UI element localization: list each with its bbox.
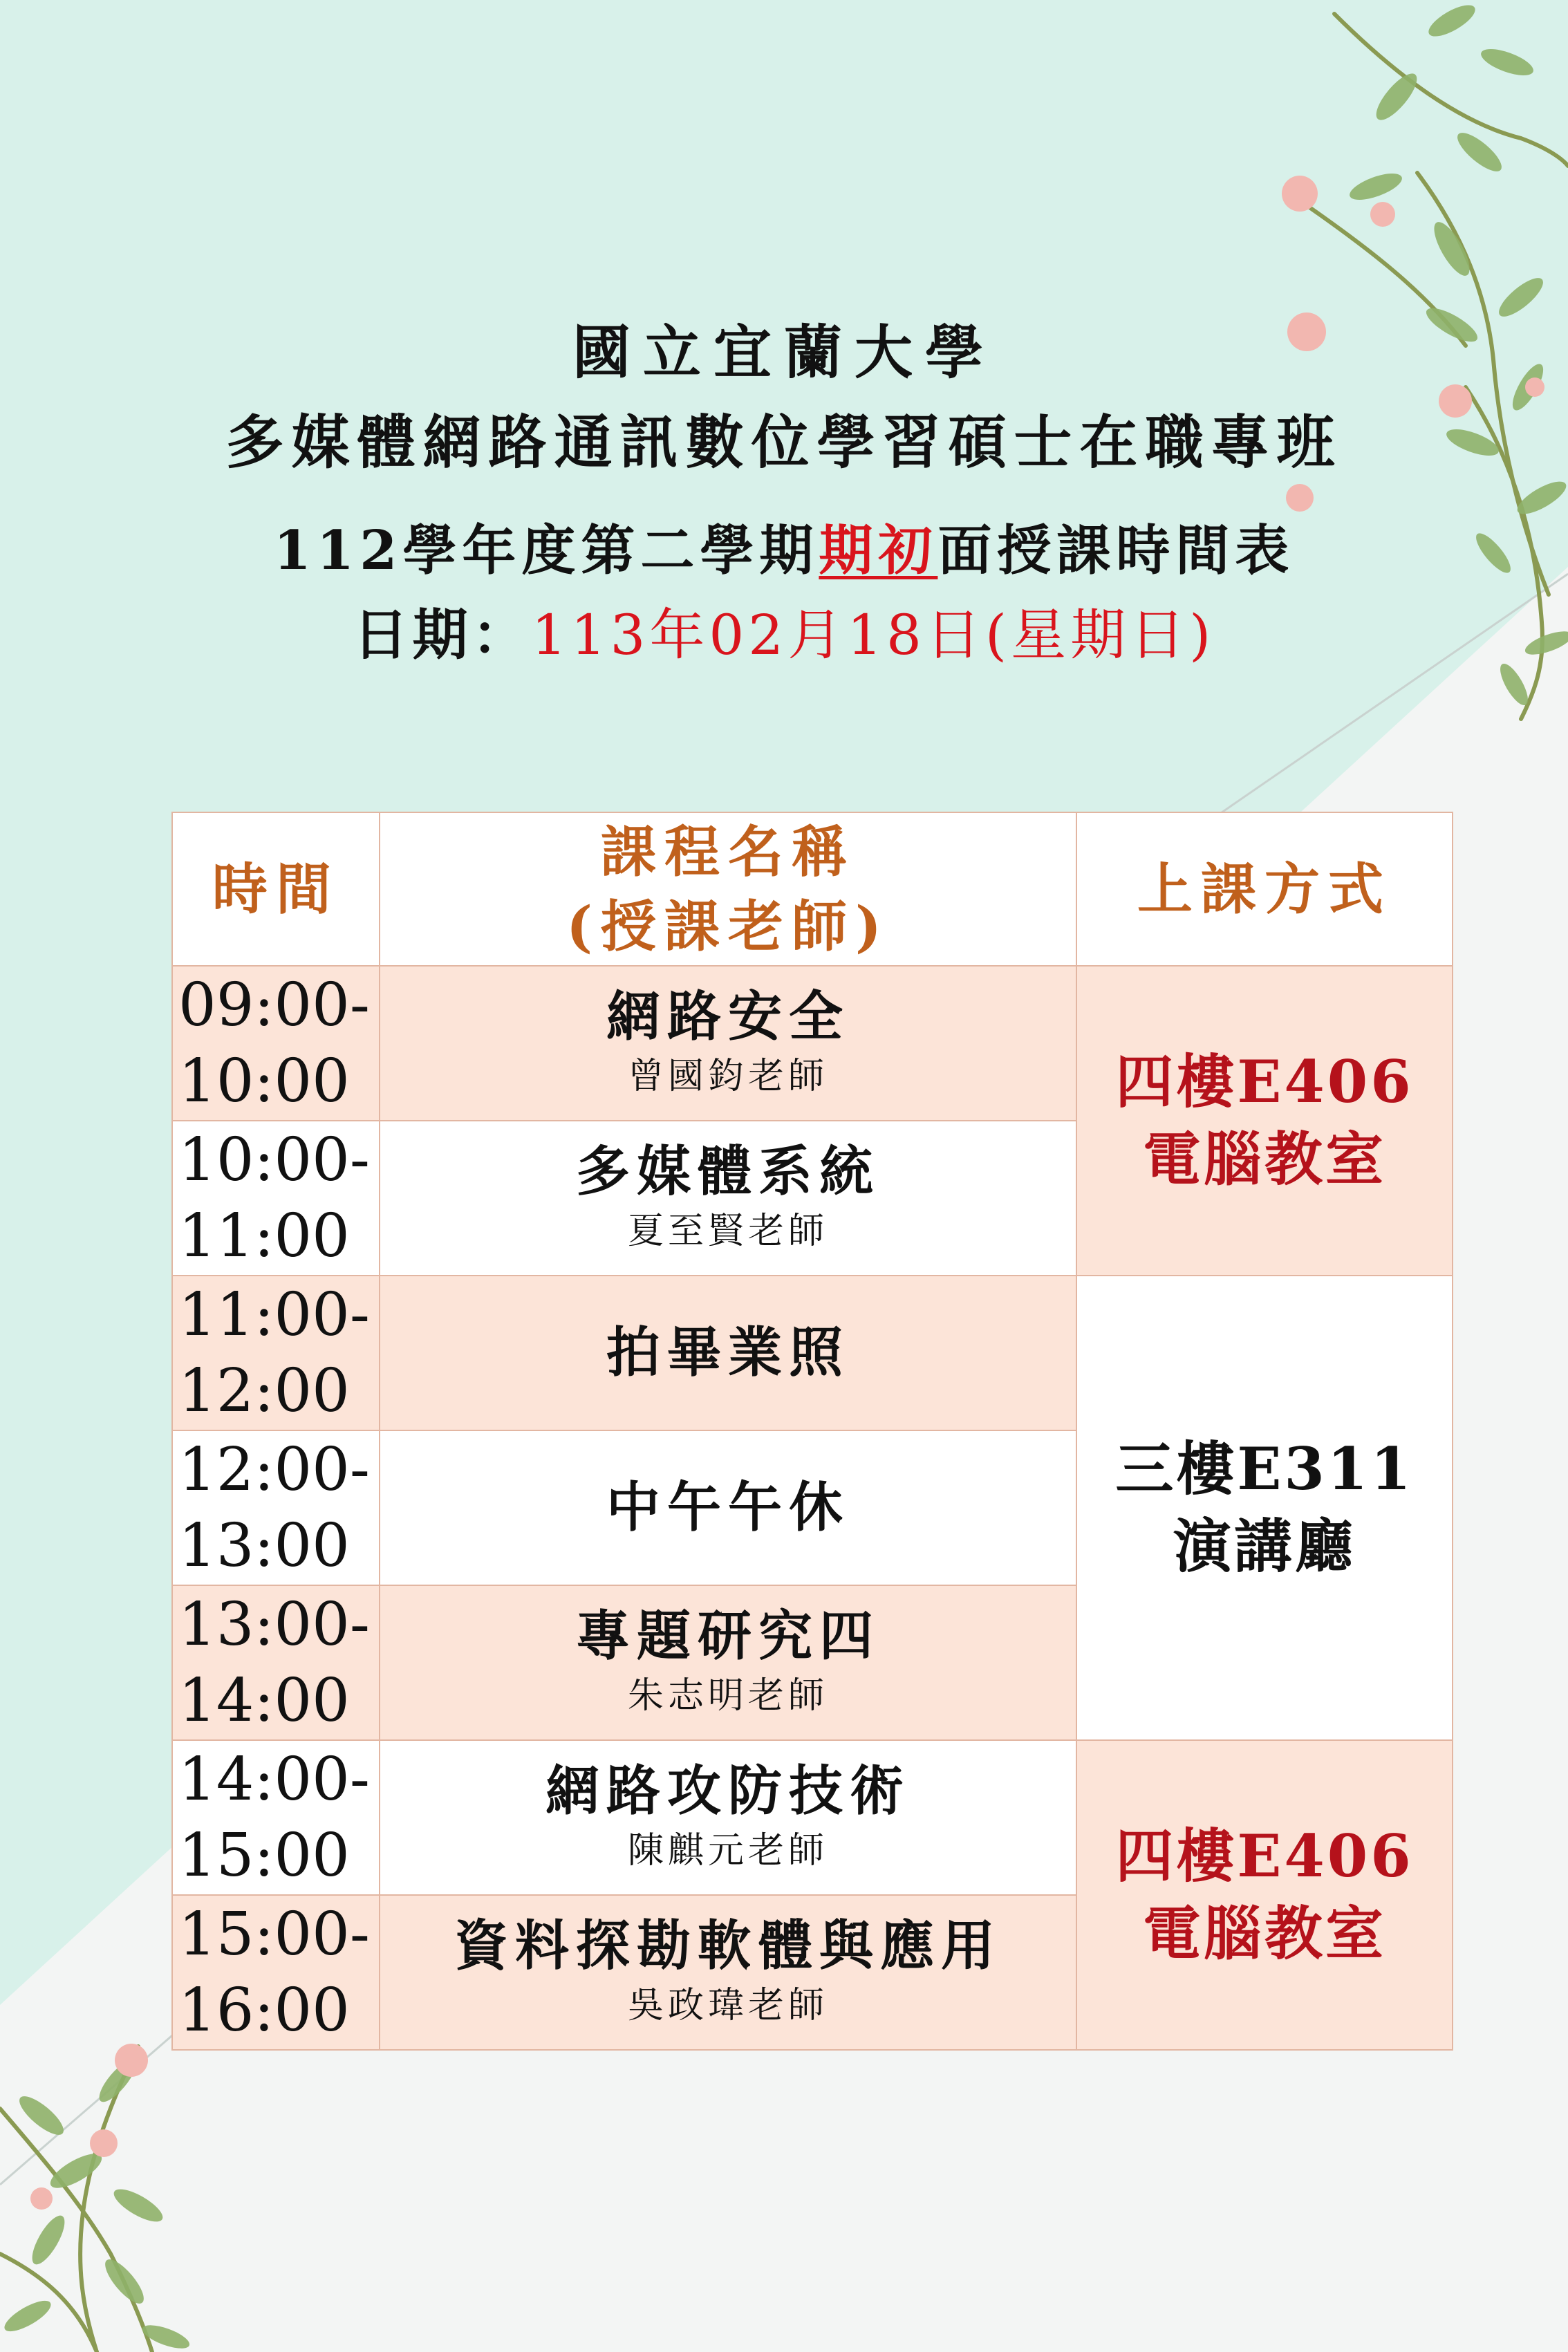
course-name: 資料探勘軟體與應用 — [454, 1914, 1002, 1977]
header-time: 時間 — [172, 812, 380, 966]
course-name: 多媒體系統 — [575, 1140, 880, 1203]
location-cell: 四樓E406 電腦教室 — [1076, 966, 1453, 1276]
teacher-name: 陳麒元老師 — [627, 1830, 828, 1872]
course-cell — [380, 1895, 1076, 2050]
header-course-line2: (授課老師) — [566, 894, 890, 959]
date-value: 113年02月18日(星期日) — [531, 603, 1215, 667]
teacher-name: 朱志明老師 — [627, 1675, 828, 1717]
course-cell — [380, 1585, 1076, 1740]
program-title: 多媒體網路通訊數位學習碩士在職專班 — [225, 408, 1343, 476]
teacher-name: 吳政瑋老師 — [627, 1985, 828, 2026]
course-cell — [380, 1740, 1076, 1895]
date-line — [0, 602, 1568, 667]
table-row — [172, 966, 1453, 1121]
table-row — [172, 1740, 1453, 1895]
course-cell — [380, 1121, 1076, 1276]
table-header-row — [172, 812, 1453, 966]
teacher-name: 夏至賢老師 — [627, 1211, 828, 1252]
course-name: 拍畢業照 — [606, 1321, 850, 1384]
time-cell: 11:00- 12:00 — [172, 1276, 380, 1430]
course-name: 網路安全 — [606, 985, 850, 1048]
semester-title — [0, 519, 1568, 582]
semester-suffix: 面授課時間表 — [937, 519, 1295, 582]
course-name: 中午午休 — [606, 1476, 850, 1539]
course-name: 專題研究四 — [575, 1605, 880, 1668]
time-cell: 10:00- 11:00 — [172, 1121, 380, 1276]
semester-prefix: 112學年度第二學期 — [273, 519, 819, 582]
time-cell: 13:00- 14:00 — [172, 1585, 380, 1740]
teacher-name: 曾國鈞老師 — [627, 1056, 828, 1097]
course-cell — [380, 1430, 1076, 1585]
header-mode: 上課方式 — [1076, 812, 1453, 966]
location-cell: 四樓E406 電腦教室 — [1076, 1740, 1453, 2050]
location-cell: 三樓E311 演講廳 — [1076, 1276, 1453, 1740]
header-course-line1: 課程名稱 — [601, 819, 855, 884]
table-row — [172, 1276, 1453, 1430]
course-name: 網路攻防技術 — [545, 1760, 911, 1822]
course-cell — [380, 966, 1076, 1121]
header-course — [380, 812, 1076, 966]
time-cell: 12:00- 13:00 — [172, 1430, 380, 1585]
university-title: 國立宜蘭大學 — [572, 318, 996, 386]
semester-highlight: 期初 — [819, 519, 938, 582]
schedule-table — [171, 812, 1453, 2051]
time-cell: 14:00- 15:00 — [172, 1740, 380, 1895]
date-label: 日期： — [353, 602, 532, 667]
time-cell: 15:00- 16:00 — [172, 1895, 380, 2050]
time-cell: 09:00- 10:00 — [172, 966, 380, 1121]
course-cell — [380, 1276, 1076, 1430]
